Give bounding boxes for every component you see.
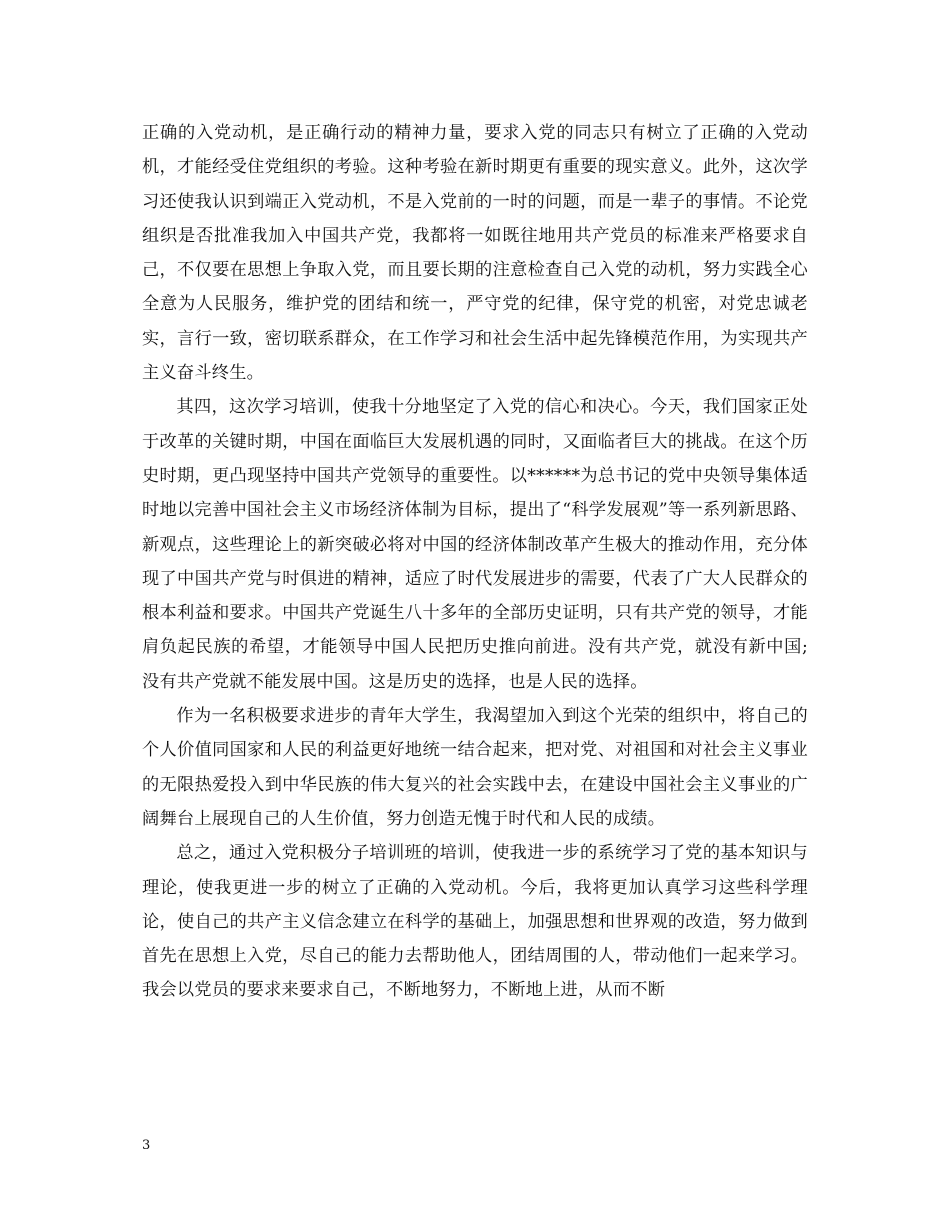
page-number: 3: [142, 1138, 151, 1153]
body-text: [142, 116, 808, 1008]
paragraph-1: 正确的入党动机，是正确行动的精神力量，要求入党的同志只有树立了正确的入党动机，才能经受住党组织的考验。这种考验在新时期更有重要的现实意义。此外，这次学习还使我认识到端正入党动机，不是入党前的一时的问题，而是一辈子的事情。不论党组织是否批准我加入中国共产党，我都将一如既往地用共产党员的标准来严格要求自己，不仅要在思想上争取入党，而且要长期的注意检查自己入党的动机，努力实践全心全意为人民服务，维护党的团结和统一，严守党的纪律，保守党的机密，对党忠诚老实，言行一致，密切联系群众，在工作学习和社会生活中起先锋模范作用，为实现共产主义奋斗终生。: [142, 123, 808, 384]
paragraph-3: 作为一名积极要求进步的青年大学生，我渴望加入到这个光荣的组织中，将自己的个人价值同国家和人民的利益更好地统一结合起来，把对党、对祖国和对社会主义事业的无限热爱投入到中华民族的伟大复兴的社会实践中去，在建设中国社会主义事业的广阔舞台上展现自己的人生价值，努力创造无愧于时代和人民的成绩。: [142, 706, 808, 829]
paragraph-4: 总之，通过入党积极分子培训班的培训，使我进一步的系统学习了党的基本知识与理论，使我更进一步的树立了正确的入党动机。今后，我将更加认真学习这些科学理论，使自己的共产主义信念建立在科学的基础上，加强思想和世界观的改造，努力做到首先在思想上入党，尽自己的能力去帮助他人，团结周围的人，带动他们一起来学习。我会以党员的要求来要求自己，不断地努力，不断地上进，从而不断: [142, 843, 808, 1001]
paragraph-2: 其四，这次学习培训，使我十分地坚定了入党的信心和决心。今天，我们国家正处于改革的关键时期，中国在面临巨大发展机遇的同时，又面临者巨大的挑战。在这个历史时期，更凸现坚持中国共产党领导的重要性。以******为总书记的党中央领导集体适时地以完善中国社会主义市场经济体制为目标，提出了“科学发展观”等一系列新思路、新观点，这些理论上的新突破必将对中国的经济体制改革产生极大的推动作用，充分体现了中国共产党与时俱进的精神，适应了时代发展进步的需要，代表了广大人民群众的根本利益和要求。中国共产党诞生八十多年的全部历史证明，只有共产党的领导，才能肩负起民族的希望，才能领导中国人民把历史推向前进。没有共产党，就没有新中国;没有共产党就不能发展中国。这是历史的选择，也是人民的选择。: [142, 397, 808, 692]
